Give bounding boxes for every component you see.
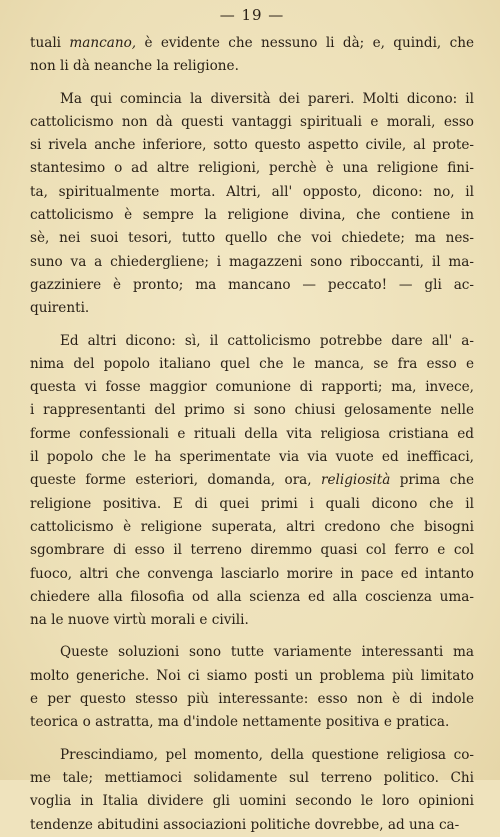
text-line: tuali mancano, è evidente che nessuno li dà; e, quindi, che [30,35,474,51]
paragraph [30,88,474,321]
text-line: cattolicismo è sempre la religione divina, che contiene in [30,207,474,224]
text-line: nima del popolo italiano quel che le manca, se fra esso e [30,355,474,372]
paragraph [30,32,474,79]
text-line: fuoco, altri che convenga lasciarlo morire in pace ed intanto [30,565,474,582]
text-line: cattolicismo è religione superata, altri credono che bisogni [30,518,474,535]
text-line: forme confessionali e rituali della vita religiosa cristiana ed [30,425,474,442]
text-line: stantesimo o ad altre religioni, perchè è una religione fini- [30,160,474,177]
text-line: gazziniere è pronto; ma mancano — peccato! — gli ac- [30,276,474,293]
text-line: il popolo che le ha sperimentate via via vuote ed inefficaci, [30,449,474,466]
text-line: sè, nei suoi tesori, tutto quello che voi chiedete; ma nes- [30,230,474,247]
emphasized-word: mancano, [69,35,137,51]
text-line: Queste soluzioni sono tutte variamente interessanti ma [60,644,474,661]
text-line: teorica o astratta, ma d'indole nettamente positiva e pratica. [30,714,450,731]
text-line: Ma qui comincia la diversità dei pareri. Molti dicono: il [60,90,474,107]
text-line: na le nuove virtù morali e civili. [30,612,249,629]
text-line: si rivela anche inferiore, sotto questo aspetto civile, al prote- [30,137,474,154]
text-line: suno va a chiedergliene; i magazzeni sono riboccanti, il ma- [30,253,474,270]
text-line: tendenze abitudini associazioni politiche dovrebbe, ad una ca- [30,816,460,833]
text-line: i rappresentanti del primo si sono chiusi gelosamente nelle [30,402,474,419]
text-line: voglia in Italia dividere gli uomini secondo le loro opinioni [30,793,474,810]
page-number: — 19 — [219,6,285,24]
text-line: ta, spiritualmente morta. Altri, all' opposto, dicono: no, il [30,183,474,200]
text-line: Prescindiamo, pel momento, della questione religiosa co- [60,746,474,763]
text-line: non li dà neanche la religione. [30,58,239,75]
text-line: Ed altri dicono: sì, il cattolicismo potrebbe dare all' a- [60,332,474,349]
text-line: molto generiche. Noi ci siamo posti un problema più limitato [30,667,474,684]
text-line: queste forme esteriori, domanda, ora, religiosità prima che [30,472,474,489]
paragraph [30,330,474,633]
body-text [30,32,474,837]
emphasized-word: religiosità [320,472,391,489]
text-line: chiedere alla filosofia od alla scienza ed alla coscienza uma- [30,588,474,605]
text-line: quirenti. [30,300,90,317]
text-line: questa vi fosse maggior comunione di rapporti; ma, invece, [30,379,474,396]
text-line: me tale; mettiamoci solidamente sul terreno politico. Chi [30,769,474,786]
text-line: sgombrare di esso il terreno diremmo quasi col ferro e col [30,542,474,559]
paragraph [30,641,474,734]
text-line: religione positiva. E di quei primi i quali dicono che il [30,495,474,512]
text-line: e per questo stesso più interessante: esso non è di indole [30,691,474,708]
paragraph [30,744,474,837]
text-line: cattolicismo non dà questi vantaggi spirituali e morali, esso [30,113,474,130]
